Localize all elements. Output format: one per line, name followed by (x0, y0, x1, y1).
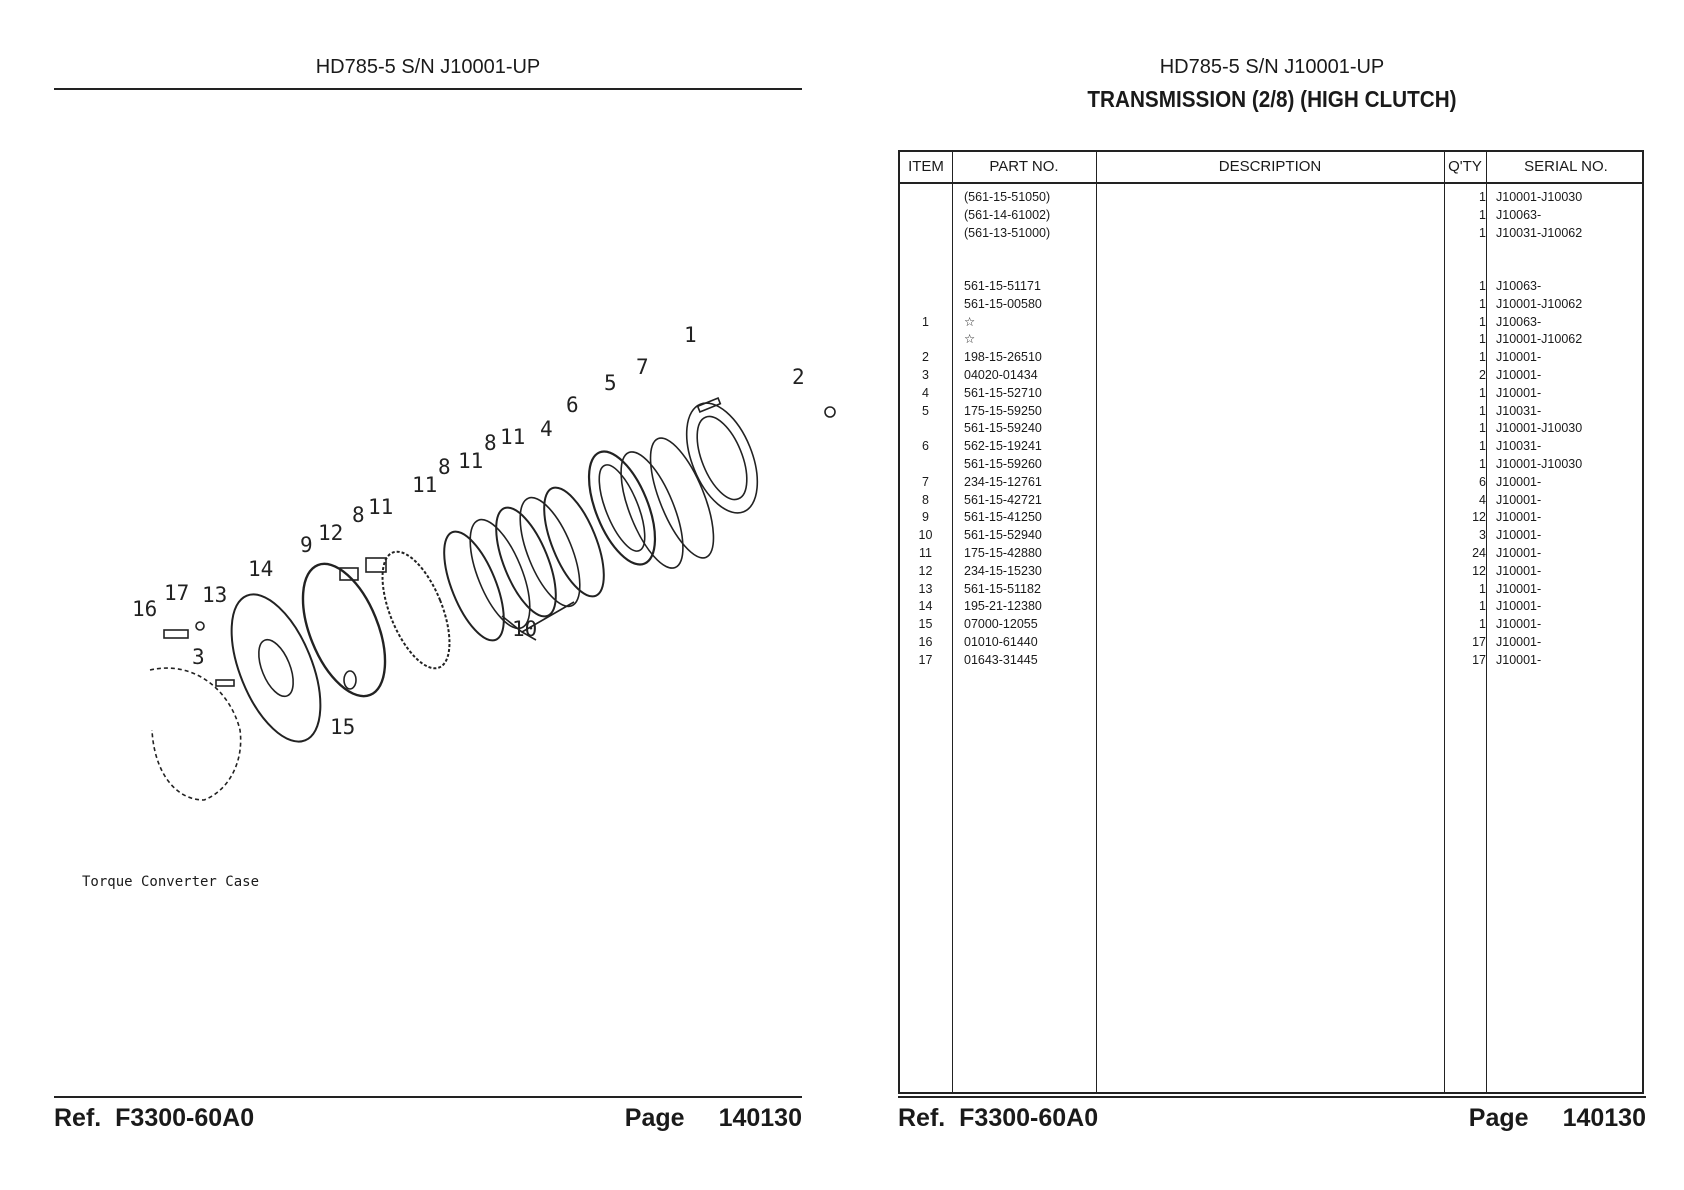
part-housing-13 (213, 582, 338, 754)
cell-item: 6 (922, 439, 929, 454)
cell-serial-no: J10001- (1496, 599, 1542, 614)
part-plate-10b (484, 500, 568, 624)
table-row (900, 598, 1642, 616)
cell-qty: 24 (1472, 545, 1486, 560)
callout-16: 16 (132, 597, 158, 621)
cell-qty: 1 (1479, 385, 1486, 400)
left-page-label: Page (624, 1104, 685, 1132)
cell-item: 3 (922, 367, 929, 382)
diagram-page (54, 0, 805, 1190)
callout-5: 5 (604, 371, 617, 395)
th-serial-no: SERIAL NO. (1524, 158, 1608, 175)
cell-part-no: 561-15-59260 (964, 456, 1042, 471)
cell-part-no: (561-14-61002) (964, 207, 1051, 222)
cell-serial-no: J10001- (1496, 528, 1542, 543)
left-page-value: 140130 (718, 1104, 802, 1132)
cell-serial-no: J10001- (1496, 634, 1542, 649)
cell-part-no: 561-15-52710 (964, 385, 1042, 400)
cell-item: 14 (918, 599, 933, 614)
left-ref (54, 1104, 254, 1133)
cell-serial-no: J10063- (1496, 278, 1542, 293)
cell-qty: 1 (1479, 421, 1486, 436)
right-ref-value: F3300-60A0 (959, 1104, 1099, 1132)
callout-11c: 11 (412, 473, 438, 497)
table-row (900, 385, 1642, 403)
cell-part-no: 01643-31445 (964, 652, 1038, 667)
cell-serial-no: J10031- (1496, 403, 1542, 418)
cell-serial-no: J10001-J10062 (1496, 332, 1583, 347)
table-row (900, 527, 1642, 545)
table-row (900, 403, 1642, 421)
table-row (900, 474, 1642, 492)
cell-qty: 1 (1479, 225, 1486, 240)
part-plate-10a (532, 480, 616, 604)
table-row (900, 349, 1642, 367)
left-header-rule (54, 88, 802, 90)
cell-item: 5 (922, 403, 929, 418)
table-row (900, 438, 1642, 456)
cell-item: 11 (919, 545, 932, 560)
cell-qty: 17 (1472, 652, 1486, 667)
cell-qty: 1 (1479, 278, 1486, 293)
table-row (900, 278, 1642, 296)
cell-qty: 6 (1479, 474, 1486, 489)
right-ref-label: Ref. (898, 1104, 946, 1132)
cell-item: 10 (918, 528, 933, 543)
th-item: ITEM (908, 158, 944, 175)
cell-qty: 2 (1479, 367, 1486, 382)
callout-8a: 8 (484, 431, 497, 455)
cell-item: 13 (918, 581, 933, 596)
cell-serial-no: J10001- (1496, 492, 1542, 507)
part-pin-7 (698, 398, 721, 412)
table-row (900, 296, 1642, 314)
callout-8c: 8 (352, 503, 365, 527)
th-description: DESCRIPTION (1218, 158, 1322, 175)
cell-qty: 1 (1479, 456, 1486, 471)
table-row (900, 634, 1642, 652)
cell-part-no: 234-15-15230 (964, 563, 1042, 578)
table-row (900, 492, 1642, 510)
cell-qty: 1 (1479, 332, 1486, 347)
part-plug-2 (825, 407, 835, 417)
part-housing-13-bore (252, 635, 300, 701)
cell-qty: 1 (1479, 599, 1486, 614)
right-model-header: HD785-5 S/N J10001-UP (1159, 56, 1385, 78)
cell-item: 2 (922, 350, 929, 365)
table-row (900, 225, 1642, 243)
part-disc-8a (508, 490, 592, 614)
callout-2: 2 (792, 365, 805, 389)
cell-qty: 1 (1479, 403, 1486, 418)
cell-serial-no: J10001-J10062 (1496, 296, 1583, 311)
left-page-number (625, 1104, 802, 1133)
cell-part-no: 561-15-41250 (964, 510, 1042, 525)
cell-serial-no: J10001- (1496, 350, 1542, 365)
cell-item: 15 (918, 617, 933, 632)
cell-serial-no: J10001-J10030 (1496, 190, 1583, 204)
cell-qty: 12 (1472, 510, 1486, 525)
parts-table (898, 150, 1644, 1094)
cell-part-no: ☆ (964, 314, 976, 329)
callout-10: 10 (512, 617, 538, 641)
left-footer-rule (54, 1096, 802, 1098)
diagram-caption: Torque Converter Case (82, 874, 260, 890)
table-row (900, 581, 1642, 599)
part-washer-17 (196, 622, 204, 630)
callout-11d: 11 (368, 495, 394, 519)
table-row (900, 420, 1642, 438)
cell-qty: 17 (1472, 634, 1486, 649)
cell-part-no: 175-15-59250 (964, 403, 1042, 418)
cell-qty: 1 (1479, 314, 1486, 329)
callout-3: 3 (192, 645, 205, 669)
cell-serial-no: J10001-J10030 (1496, 456, 1583, 471)
cell-serial-no: J10063- (1496, 207, 1542, 222)
callout-12: 12 (318, 521, 344, 545)
table-row (900, 314, 1642, 332)
table-row (900, 242, 1642, 260)
cell-part-no: 561-15-59240 (964, 421, 1042, 436)
part-bolt-16 (164, 630, 188, 638)
cell-serial-no: J10031-J10062 (1496, 225, 1583, 240)
cell-qty: 1 (1479, 617, 1486, 632)
cell-qty: 1 (1479, 296, 1486, 311)
left-ref-label: Ref. (54, 1104, 102, 1132)
table-row (900, 367, 1642, 385)
cell-qty: 1 (1479, 439, 1486, 454)
cell-qty: 12 (1472, 563, 1486, 578)
th-qty: Q'TY (1448, 158, 1482, 175)
cell-qty: 1 (1479, 581, 1486, 596)
cell-part-no: 198-15-26510 (964, 350, 1042, 365)
cell-qty: 4 (1479, 492, 1486, 507)
table-header (900, 152, 1642, 184)
cell-serial-no: J10001- (1496, 581, 1542, 596)
page-title: TRANSMISSION (2/8) (HIGH CLUTCH) (1087, 86, 1457, 112)
cell-serial-no: J10001- (1496, 474, 1542, 489)
cell-serial-no: J10001- (1496, 367, 1542, 382)
cell-qty: 3 (1479, 528, 1486, 543)
cell-part-no: 561-15-42721 (964, 492, 1042, 507)
part-piston-4-inner (590, 459, 654, 556)
table-row (900, 456, 1642, 474)
right-ref (898, 1104, 1098, 1133)
cell-item: 12 (918, 563, 933, 578)
callout-17: 17 (164, 581, 190, 605)
cell-part-no: 195-21-12380 (964, 599, 1042, 614)
table-body (900, 189, 1642, 670)
cell-serial-no: J10001- (1496, 545, 1542, 560)
table-row (900, 545, 1642, 563)
callout-6: 6 (566, 393, 579, 417)
cell-part-no: 561-15-51182 (964, 581, 1041, 596)
cell-item: 7 (922, 474, 929, 489)
cell-part-no: 175-15-42880 (964, 545, 1042, 560)
part-seal-ring-5 (638, 430, 727, 565)
callout-14: 14 (248, 557, 274, 581)
cell-item: 4 (922, 385, 929, 400)
cell-part-no: 04020-01434 (964, 367, 1038, 382)
cell-serial-no: J10031- (1496, 439, 1542, 454)
callout-13: 13 (202, 583, 228, 607)
cell-part-no: 562-15-19241 (964, 439, 1042, 454)
callout-8b: 8 (438, 455, 451, 479)
cell-serial-no: J10001- (1496, 510, 1542, 525)
cell-item: 16 (918, 634, 933, 649)
cell-serial-no: J10001- (1496, 617, 1542, 632)
part-o-ring-15 (344, 671, 356, 689)
right-page-value: 140130 (1562, 1104, 1646, 1132)
cell-qty: 1 (1479, 350, 1486, 365)
callout-7: 7 (636, 355, 649, 379)
cell-part-no: 01010-61440 (964, 634, 1038, 649)
cell-qty: 1 (1479, 190, 1486, 204)
callout-11a: 11 (500, 425, 526, 449)
cell-item: 1 (922, 314, 929, 329)
table-row (900, 331, 1642, 349)
cell-serial-no: J10063- (1496, 314, 1542, 329)
cell-part-no: 561-15-52940 (964, 528, 1042, 543)
cell-part-no: 07000-12055 (964, 617, 1038, 632)
right-footer-rule (898, 1096, 1646, 1098)
part-plate-10c (432, 524, 516, 648)
cell-qty: 1 (1479, 207, 1486, 222)
cell-part-no: 234-15-12761 (964, 474, 1042, 489)
cell-serial-no: J10001- (1496, 385, 1542, 400)
parts-list-page (898, 0, 1646, 1190)
right-page-number (1469, 1104, 1646, 1133)
part-dowel-3 (216, 680, 234, 686)
th-part-no: PART NO. (989, 158, 1059, 175)
callout-11b: 11 (458, 449, 484, 473)
part-housing-1-inner (687, 410, 757, 507)
cell-serial-no: J10001- (1496, 563, 1542, 578)
left-ref-value: F3300-60A0 (115, 1104, 255, 1132)
part-spring-12 (366, 558, 386, 572)
cell-part-no: 561-15-00580 (964, 296, 1042, 311)
left-model-header: HD785-5 S/N J10001-UP (315, 56, 541, 78)
callout-15: 15 (330, 715, 356, 739)
table-row (900, 563, 1642, 581)
cell-item: 17 (918, 652, 933, 667)
callout-1: 1 (684, 323, 697, 347)
table-row (900, 652, 1642, 670)
right-page-label: Page (1468, 1104, 1529, 1132)
callout-9: 9 (300, 533, 313, 557)
cell-serial-no: J10001-J10030 (1496, 421, 1583, 436)
cell-part-no: ☆ (964, 332, 976, 347)
table-row (900, 207, 1642, 225)
table-row (900, 509, 1642, 527)
cell-part-no: (561-13-51000) (964, 225, 1051, 240)
cell-serial-no: J10001- (1496, 652, 1542, 667)
callout-4: 4 (540, 417, 553, 441)
table-row (900, 260, 1642, 278)
part-disc-8c (369, 543, 464, 677)
cell-item: 8 (922, 492, 929, 507)
part-housing-1 (672, 393, 771, 523)
table-row (900, 189, 1642, 207)
converter-case-outline (150, 668, 241, 800)
cell-part-no: (561-15-51050) (964, 190, 1051, 204)
exploded-parts-diagram (54, 323, 805, 920)
cell-part-no: 561-15-51171 (964, 278, 1041, 293)
table-row (900, 616, 1642, 634)
cell-item: 9 (922, 510, 929, 525)
